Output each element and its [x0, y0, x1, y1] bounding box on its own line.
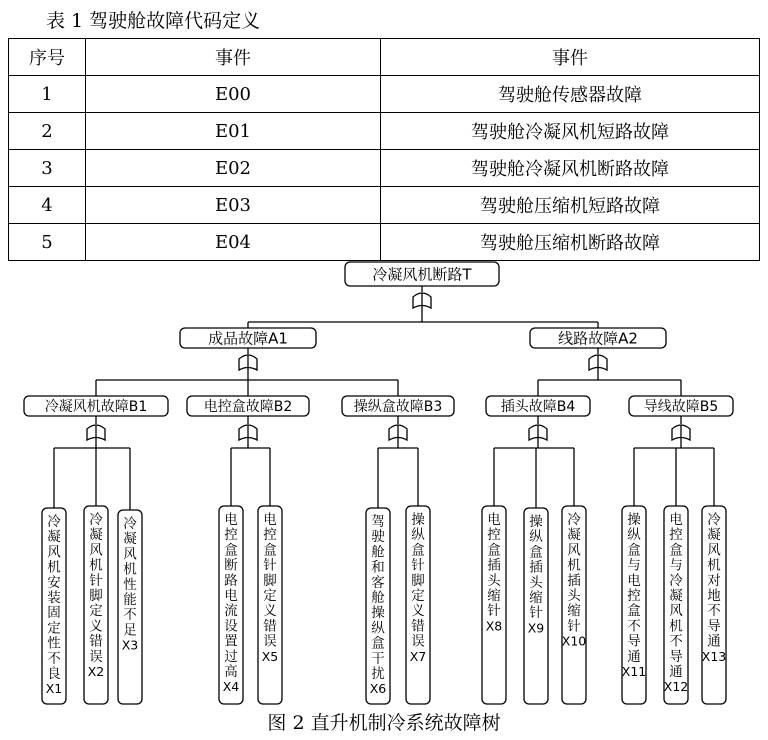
top-event	[345, 262, 499, 286]
basic-event-text: 操纵盒与电控盒不导通	[627, 512, 641, 665]
event-a1	[180, 328, 316, 348]
cell-index: 4	[9, 187, 86, 224]
basic-event-text: 电控盒针脚定义错误	[263, 512, 277, 650]
basic-event-text: 冷凝风机安装固定性不良	[47, 514, 61, 682]
table-row	[9, 76, 760, 113]
basic-event-x2	[84, 506, 108, 704]
basic-event-text: 电控盒断路电流设置过高	[224, 512, 238, 680]
basic-event-code: X11	[621, 664, 647, 679]
basic-event-code: X9	[527, 620, 545, 636]
event-b2	[187, 396, 309, 416]
basic-event-x11	[622, 506, 646, 704]
event-b2-label: 电控盒故障B2	[203, 399, 293, 416]
basic-event-code: X6	[369, 681, 387, 697]
basic-event-x8	[482, 506, 506, 704]
basic-event-x4	[219, 506, 243, 704]
table-row	[9, 113, 760, 150]
event-b3-label: 操纵盒故障B3	[353, 399, 443, 416]
basic-event-code: X7	[409, 648, 427, 664]
basic-event-text: 操纵盒针脚定义错误	[411, 512, 425, 650]
basic-event-x9	[524, 508, 548, 704]
event-b1-label: 冷凝风机故障B1	[44, 399, 148, 416]
cell-code: E01	[86, 113, 381, 150]
table-caption: 表 1 驾驶舱故障代码定义	[46, 10, 261, 32]
or-gate-icon	[529, 425, 547, 440]
cell-desc: 驾驶舱压缩机断路故障	[381, 224, 760, 261]
or-gate-icon	[239, 355, 257, 370]
header-event-code: 事件	[86, 39, 381, 76]
event-b1	[24, 396, 168, 416]
basic-event-code: X4	[222, 679, 240, 695]
cell-index: 1	[9, 76, 86, 113]
event-b5-label: 导线故障B5	[643, 399, 719, 416]
event-a2-label: 线路故障A2	[558, 329, 638, 348]
top-event-label: 冷凝风机断路T	[372, 265, 472, 284]
cell-index: 3	[9, 150, 86, 187]
table-row	[9, 224, 760, 261]
basic-event-x7	[406, 506, 430, 704]
table-row	[9, 150, 760, 187]
header-index: 序号	[9, 39, 86, 76]
basic-event-code: X1	[45, 681, 63, 697]
basic-event-x3	[118, 510, 142, 704]
event-b4-label: 插头故障B4	[500, 399, 576, 416]
basic-event-x6	[366, 508, 390, 704]
basic-event-code: X2	[87, 664, 105, 679]
basic-event-text: 电控盒与冷凝风机不导通	[669, 512, 683, 680]
basic-event-x13	[702, 506, 726, 704]
basic-event-text: 冷凝风机针脚定义错误	[89, 512, 103, 665]
cell-index: 5	[9, 224, 86, 261]
basic-event-text: 冷凝风机性能不足	[123, 516, 137, 639]
basic-event-text: 冷凝风机对地不导通	[707, 512, 721, 650]
basic-event-x10	[562, 506, 587, 704]
basic-event-x1	[42, 508, 66, 704]
figure-caption: 图 2 直升机制冷系统故障树	[267, 712, 501, 734]
basic-event-x12	[664, 506, 688, 704]
or-gates	[87, 293, 690, 440]
or-gate-icon	[389, 425, 407, 440]
cell-index: 2	[9, 113, 86, 150]
cell-desc: 驾驶舱压缩机短路故障	[381, 187, 760, 224]
table-row	[9, 187, 760, 224]
or-gate-icon	[672, 425, 690, 440]
event-a2	[530, 328, 666, 348]
table-header-row	[9, 39, 760, 76]
basic-event-text: 电控盒插头缩针	[487, 512, 501, 620]
or-gate-icon	[589, 355, 607, 370]
event-b3	[342, 396, 454, 416]
or-gate-icon	[413, 293, 431, 308]
cell-code: E00	[86, 76, 381, 113]
cell-desc: 驾驶舱冷凝风机断路故障	[381, 150, 760, 187]
cell-code: E02	[86, 150, 381, 187]
fault-code-table	[8, 38, 760, 261]
basic-event-code: X3	[121, 637, 139, 653]
basic-event-text: 冷凝风机插头缩针	[567, 512, 581, 635]
basic-event-code: X5	[261, 648, 279, 664]
cell-code: E03	[86, 187, 381, 224]
event-b5	[629, 396, 733, 416]
basic-event-text: 驾驶舱和客舱操纵盒干扰	[371, 514, 385, 682]
basic-event-code: X12	[663, 679, 689, 695]
header-event-desc: 事件	[381, 39, 760, 76]
basic-event-code: X8	[485, 618, 503, 634]
basic-event-code: X10	[561, 633, 587, 649]
cell-desc: 驾驶舱冷凝风机短路故障	[381, 113, 760, 150]
cell-code: E04	[86, 224, 381, 261]
basic-event-code: X13	[701, 648, 727, 664]
basic-event-x5	[258, 506, 282, 704]
cell-desc: 驾驶舱传感器故障	[381, 76, 760, 113]
or-gate-icon	[87, 425, 105, 440]
basic-event-text: 操纵盒插头缩针	[529, 514, 543, 622]
event-a1-label: 成品故障A1	[208, 329, 288, 348]
fault-tree-diagram	[0, 256, 768, 708]
event-b4	[486, 396, 590, 416]
or-gate-icon	[239, 425, 257, 440]
